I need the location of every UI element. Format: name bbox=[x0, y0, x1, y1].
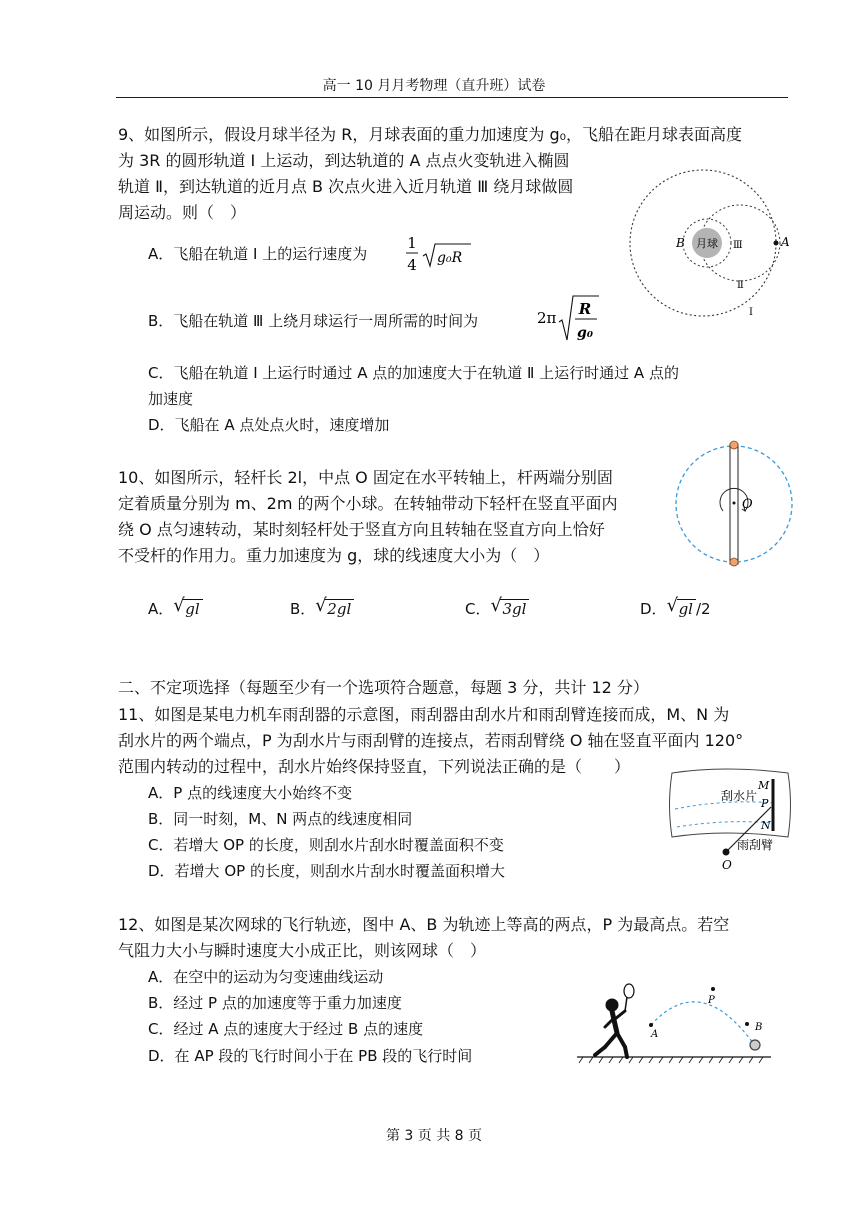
label-a: A bbox=[651, 1029, 659, 1040]
option-value: gl bbox=[678, 600, 693, 618]
ball-top bbox=[730, 441, 738, 449]
page-footer: 第 3 页 共 8 页 bbox=[385, 1128, 483, 1144]
q11-wiper-figure bbox=[665, 765, 793, 873]
ball-trajectory bbox=[651, 1002, 753, 1043]
page-header: 高一 10 月月考物理（直升班）试卷 bbox=[322, 78, 546, 94]
sqrt-radicand: √ 2gl bbox=[325, 599, 354, 618]
label-arm: 雨刮臂 bbox=[737, 838, 774, 852]
point-a bbox=[774, 241, 779, 246]
q10-option-c bbox=[465, 595, 529, 619]
option-value: gl bbox=[185, 600, 200, 618]
q10-option-d bbox=[640, 595, 711, 619]
label-I: Ⅰ bbox=[749, 307, 753, 318]
q12-option-c: C．经过 A 点的速度大于经过 B 点的速度 bbox=[148, 1020, 424, 1038]
label-n: N bbox=[761, 819, 771, 832]
q12-option-a: A．在空中的运动为匀变速曲线运动 bbox=[148, 968, 384, 986]
label-p: P bbox=[708, 995, 715, 1006]
label-moon: 月球 bbox=[696, 237, 718, 250]
q11-option-b: B．同一时刻，M、N 两点的线速度相同 bbox=[148, 810, 413, 828]
q12-line-2: 气阻力大小与瞬时速度大小成正比，则该网球（ ） bbox=[118, 941, 487, 960]
label-o: O bbox=[742, 497, 753, 512]
q11-line-3: 范围内转动的过程中，刮水片始终保持竖直，下列说法正确的是（ ） bbox=[118, 757, 631, 776]
sqrt-radicand: √ gl bbox=[183, 599, 202, 618]
axis-point bbox=[733, 502, 736, 505]
frac-num: R bbox=[578, 300, 592, 318]
racket-icon bbox=[624, 984, 634, 998]
radicand: g₀R bbox=[437, 250, 463, 266]
option-label: C． bbox=[465, 600, 491, 618]
pivot-o bbox=[723, 849, 730, 856]
q10-rod-figure bbox=[672, 440, 796, 568]
q12-tennis-figure bbox=[575, 975, 775, 1070]
label-b: B bbox=[676, 236, 685, 250]
point-b bbox=[745, 1022, 749, 1026]
label-III: Ⅲ bbox=[733, 240, 743, 251]
label-II: Ⅱ bbox=[737, 280, 744, 291]
q10-line-3: 绕 O 点匀速转动，某时刻轻杆处于竖直方向且转轴在竖直方向上恰好 bbox=[118, 520, 605, 539]
q9-option-c: C．飞船在轨道 Ⅰ 上运行时通过 A 点的加速度大于在轨道 Ⅱ 上运行时通过 A 点的 bbox=[148, 364, 679, 382]
label-b: B bbox=[755, 1022, 763, 1033]
q12-option-d: D．在 AP 段的飞行时间小于在 PB 段的飞行时间 bbox=[148, 1047, 473, 1065]
sqrt-radicand: √ 3gl bbox=[500, 599, 529, 618]
ground-hatch bbox=[579, 1057, 763, 1063]
label-blade: 刮水片 bbox=[721, 789, 758, 803]
q9-line-4: 周运动。则（ ） bbox=[118, 203, 247, 222]
frac-num: 1 bbox=[407, 234, 417, 252]
q9-option-b: B．飞船在轨道 Ⅲ 上绕月球运行一周所需的时间为 bbox=[148, 312, 479, 330]
option-label: D． bbox=[640, 600, 667, 618]
q12-line-1: 12、如图是某次网球的飞行轨迹，图中 A、B 为轨迹上等高的两点，P 为最高点。若空 bbox=[118, 915, 730, 934]
option-value-tail: /2 bbox=[695, 600, 711, 618]
q10-line-1: 10、如图所示，轻杆长 2l，中点 O 固定在水平转轴上，杆两端分别固 bbox=[118, 468, 613, 487]
ball-bottom bbox=[730, 558, 738, 566]
label-a: A bbox=[781, 235, 790, 249]
q10-line-4: 不受杆的作用力。重力加速度为 g，球的线速度大小为（ ） bbox=[118, 546, 550, 565]
q9-line-1: 9、如图所示，假设月球半径为 R，月球表面的重力加速度为 g₀，飞船在距月球表面高度 bbox=[118, 125, 743, 144]
q9-option-a: A．飞船在轨道 Ⅰ 上的运行速度为 bbox=[148, 245, 368, 263]
q9-option-d: D．飞船在 A 点处点火时，速度增加 bbox=[148, 416, 390, 434]
point-p bbox=[711, 987, 715, 991]
frac-den: 4 bbox=[407, 256, 417, 274]
q11-option-c: C．若增大 OP 的长度，则刮水片刮水时覆盖面积不变 bbox=[148, 836, 504, 854]
sweep-lower bbox=[677, 822, 773, 827]
player-icon bbox=[595, 997, 627, 1057]
option-value: 3gl bbox=[502, 600, 527, 618]
q11-line-1: 11、如图是某电力机车雨刮器的示意图，雨刮器由刮水片和雨刮臂连接而成，M、N 为 bbox=[118, 705, 730, 724]
sqrt-radicand: √ gl bbox=[677, 599, 696, 618]
q10-option-a bbox=[148, 595, 203, 619]
q9-orbit-figure bbox=[625, 168, 790, 318]
option-value: 2gl bbox=[327, 600, 352, 618]
label-m: M bbox=[758, 779, 770, 792]
q12-option-b: B．经过 P 点的加速度等于重力加速度 bbox=[148, 994, 402, 1012]
q9-option-c-cont: 加速度 bbox=[148, 390, 194, 408]
section-2-title: 二、不定项选择（每题至少有一个选项符合题意，每题 3 分，共计 12 分） bbox=[118, 678, 649, 697]
option-label: A． bbox=[148, 600, 174, 618]
q11-line-2: 刮水片的两个端点，P 为刮水片与雨刮臂的连接点，若雨刮臂绕 O 轴在竖直平面内 120° bbox=[118, 731, 744, 750]
q9-line-2: 为 3R 的圆形轨道 Ⅰ 上运动，到达轨道的 A 点点火变轨进入椭圆 bbox=[118, 151, 570, 170]
q9-line-3: 轨道 Ⅱ，到达轨道的近月点 B 次点火进入近月轨道 Ⅲ 绕月球做圆 bbox=[118, 177, 574, 196]
q11-option-d: D．若增大 OP 的长度，则刮水片刮水时覆盖面积增大 bbox=[148, 862, 505, 880]
header-rule bbox=[116, 97, 788, 98]
q9-option-b-formula bbox=[535, 292, 605, 346]
label-p: P bbox=[761, 797, 769, 810]
option-label: B． bbox=[290, 600, 316, 618]
frac-den: g₀ bbox=[577, 325, 593, 341]
q10-line-2: 定着质量分别为 m、2m 的两个小球。在转轴带动下轻杆在竖直平面内 bbox=[118, 494, 618, 513]
point-a bbox=[649, 1023, 653, 1027]
tennis-ball bbox=[750, 1040, 760, 1050]
q10-option-b bbox=[290, 595, 354, 619]
coef: 2π bbox=[537, 309, 557, 327]
q11-option-a: A．P 点的线速度大小始终不变 bbox=[148, 784, 353, 802]
q9-option-a-formula bbox=[405, 232, 475, 276]
label-o: O bbox=[722, 858, 732, 872]
